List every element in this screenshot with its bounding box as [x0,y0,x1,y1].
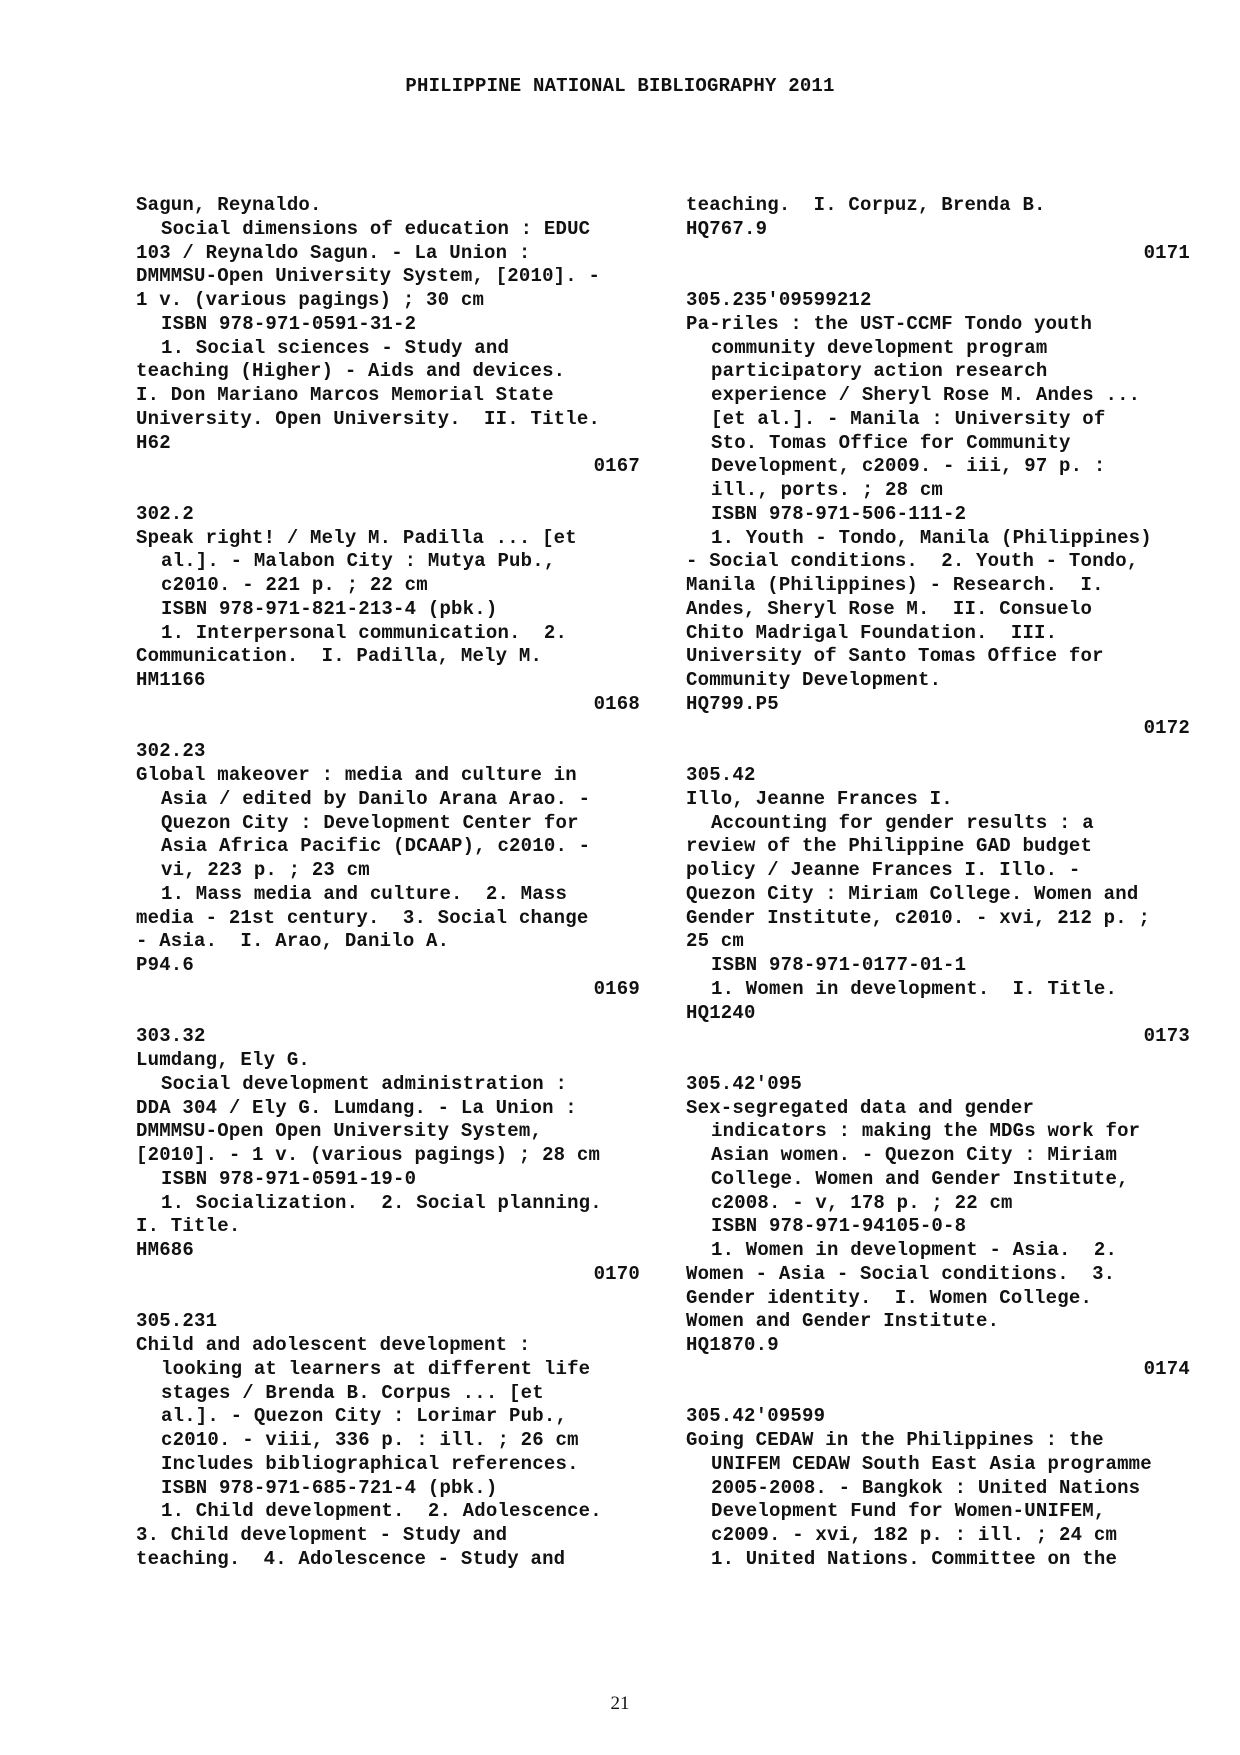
entry-line: Sagun, Reynaldo. [136,194,322,216]
entry-separator [686,740,1196,764]
entry-line: HQ799.P5 [686,692,779,715]
entry-line-indented: c2008. - v, 178 p. ; 22 cm [711,1191,1013,1214]
entry-line-indented: ISBN 978-971-0591-19-0 [161,1167,417,1190]
entry-line: 305.42'095 [686,1072,803,1095]
entry-line-indented: Quezon City : Development Center for [161,811,579,834]
entry-separator [686,265,1196,289]
entry-line-indented: indicators : making the MDGs work for [711,1120,1141,1143]
entry-line-indented: Social development administration : [161,1072,568,1095]
entry-line: P94.6 [136,954,195,976]
entry-number: 0171 [1143,241,1190,264]
entry-separator [136,479,646,503]
entry-line-indented: c2010. - viii, 336 p. : ill. ; 26 cm [161,1429,579,1451]
entry-line: Child and adolescent development : [136,1334,531,1356]
entry-line-indented: al.]. - Malabon City : Mutya Pub., [161,550,556,573]
entry-line-indented: ill., ports. ; 28 cm [711,479,944,501]
entry-line: HQ767.9 [686,217,768,240]
entry-line-indented: looking at learners at different life [161,1357,591,1380]
right-column [686,194,1196,1572]
entry-line-indented: [et al.]. - Manila : University of [711,407,1106,430]
entry-line: I. Title. [136,1215,241,1238]
entry-line: Illo, Jeanne Frances I. [686,787,953,810]
entry-separator [686,1049,1196,1073]
entry-line-indented: stages / Brenda B. Corpus ... [et [161,1381,544,1404]
entry-line: Sex-segregated data and gender [686,1096,1035,1119]
entry-line: DDA 304 / Ely G. Lumdang. - La Union : [136,1096,577,1119]
entry-line-indented: ISBN 978-971-821-213-4 (pbk.) [161,597,498,620]
entry-line: 25 cm [686,930,745,953]
entry-line-indented: Sto. Tomas Office for Community [711,431,1071,454]
entry-line-indented: participatory action research [711,360,1048,383]
entry-line: 305.235'09599212 [686,289,872,311]
entry-line-indented: ISBN 978-971-94105-0-8 [711,1215,967,1238]
entry-line-indented: 1. Socialization. 2. Social planning. [161,1191,602,1214]
entry-line: Women - Asia - Social conditions. 3. [686,1262,1116,1285]
entry-line-indented: 1. Women in development - Asia. 2. [711,1239,1118,1261]
entry-line: Manila (Philippines) - Research. I. [686,574,1104,596]
entry-line-indented: c2010. - 221 p. ; 22 cm [161,574,428,596]
entry-line-indented: 2005-2008. - Bangkok : United Nations [711,1476,1141,1499]
entry-line: Communication. I. Padilla, Mely M. [136,645,543,668]
entry-line-indented: 1. Youth - Tondo, Manila (Philippines) [711,526,1152,549]
entry-line-indented: Includes bibliographical references. [161,1452,579,1475]
entry-number: 0170 [593,1262,640,1285]
entry-line: [2010]. - 1 v. (various pagings) ; 28 cm [136,1144,601,1166]
entry-line: HQ1240 [686,1001,756,1024]
entry-number: 0168 [593,692,640,715]
entry-line-indented: al.]. - Quezon City : Lorimar Pub., [161,1405,568,1428]
entry-line-indented: Development Fund for Women-UNIFEM, [711,1500,1106,1523]
entry-line: media - 21st century. 3. Social change [136,906,589,929]
entry-line-indented: UNIFEM CEDAW South East Asia programme [711,1452,1152,1475]
entry-line-indented: community development program [711,336,1048,359]
entry-line: Women and Gender Institute. [686,1310,1000,1333]
entry-line-indented: ISBN 978-971-685-721-4 (pbk.) [161,1476,498,1499]
entry-line: review of the Philippine GAD budget [686,835,1093,858]
entry-line: HQ1870.9 [686,1334,779,1356]
entry-line: H62 [136,431,171,454]
entry-line: 302.2 [136,502,195,525]
entry-separator [136,717,646,741]
entry-line-indented: c2009. - xvi, 182 p. : ill. ; 24 cm [711,1524,1118,1546]
entry-line: Lumdang, Ely G. [136,1049,311,1071]
entry-line: 3. Child development - Study and [136,1524,508,1546]
entry-separator [686,1382,1196,1406]
page-header [0,74,1240,98]
entry-line: Gender identity. I. Women College. [686,1286,1093,1309]
entry-line: 103 / Reynaldo Sagun. - La Union : [136,241,531,264]
entry-line-indented: 1. Interpersonal communication. 2. [161,621,568,644]
entry-line-indented: College. Women and Gender Institute, [711,1167,1129,1190]
entry-line: - Social conditions. 2. Youth - Tondo, [686,550,1139,573]
entry-line-indented: ISBN 978-971-0591-31-2 [161,312,417,335]
entry-line-indented: 1. Social sciences - Study and [161,336,510,359]
entry-line: policy / Jeanne Frances I. Illo. - [686,859,1081,881]
entry-line-indented: vi, 223 p. ; 23 cm [161,859,370,881]
entry-line: 302.23 [136,740,206,763]
entry-line: Chito Madrigal Foundation. III. [686,621,1058,644]
entry-line-indented: 1. United Nations. Committee on the [711,1547,1118,1570]
entry-line: teaching. 4. Adolescence - Study and [136,1547,566,1570]
entry-line: 305.42 [686,764,756,786]
entry-line: Going CEDAW in the Philippines : the [686,1429,1104,1451]
entry-line: - Asia. I. Arao, Danilo A. [136,930,450,953]
entry-line-indented: 1. Women in development. I. Title. [711,977,1118,1000]
entry-line: teaching. I. Corpuz, Brenda B. [686,194,1046,216]
entry-line: Andes, Sheryl Rose M. II. Consuelo [686,597,1093,620]
entry-line-indented: 1. Mass media and culture. 2. Mass [161,882,568,905]
entry-line: 303.32 [136,1025,206,1048]
entry-line: Speak right! / Mely M. Padilla ... [et [136,526,577,549]
entry-line-indented: Development, c2009. - iii, 97 p. : [711,455,1106,478]
entry-line-indented: Accounting for gender results : a [711,811,1094,834]
page-number: 21 [610,1693,630,1714]
entry-line: 305.231 [136,1310,218,1333]
entry-number: 0172 [1143,716,1190,739]
entry-line-indented: Asia / edited by Danilo Arana Arao. - [161,787,591,810]
entry-line: Quezon City : Miriam College. Women and [686,882,1139,905]
entry-line: 305.42'09599 [686,1405,826,1428]
entry-line: University of Santo Tomas Office for [686,645,1104,668]
entry-line-indented: ISBN 978-971-0177-01-1 [711,954,967,976]
entry-separator [136,1287,646,1311]
entry-line: DMMMSU-Open Open University System, [136,1120,543,1143]
entry-line: I. Don Mariano Marcos Memorial State [136,384,554,406]
entry-number: 0167 [593,455,640,478]
entry-line: HM686 [136,1239,195,1261]
entry-number: 0169 [593,977,640,1000]
entry-line: DMMMSU-Open University System, [2010]. - [136,265,601,288]
entry-line-indented: Asia Africa Pacific (DCAAP), c2010. - [161,835,591,858]
entry-line-indented: 1. Child development. 2. Adolescence. [161,1500,602,1523]
entry-line-indented: Asian women. - Quezon City : Miriam [711,1144,1118,1166]
entry-separator [136,1002,646,1026]
entry-line: HM1166 [136,669,206,691]
entry-line: Gender Institute, c2010. - xvi, 212 p. ; [686,906,1151,929]
entry-line: Pa-riles : the UST-CCMF Tondo youth [686,312,1093,335]
entry-line-indented: ISBN 978-971-506-111-2 [711,502,967,525]
entry-number: 0173 [1143,1025,1190,1048]
left-column [136,194,646,1572]
running-title: PHILIPPINE NATIONAL BIBLIOGRAPHY 2011 [405,75,835,97]
entry-number: 0174 [1143,1357,1190,1380]
entry-line: Community Development. [686,669,942,691]
entry-line: teaching (Higher) - Aids and devices. [136,360,566,383]
entry-line: Global makeover : media and culture in [136,764,577,786]
entry-line-indented: experience / Sheryl Rose M. Andes ... [711,384,1141,406]
entry-line: University. Open University. II. Title. [136,407,601,430]
entry-line: 1 v. (various pagings) ; 30 cm [136,289,485,311]
entry-line-indented: Social dimensions of education : EDUC [161,217,591,240]
